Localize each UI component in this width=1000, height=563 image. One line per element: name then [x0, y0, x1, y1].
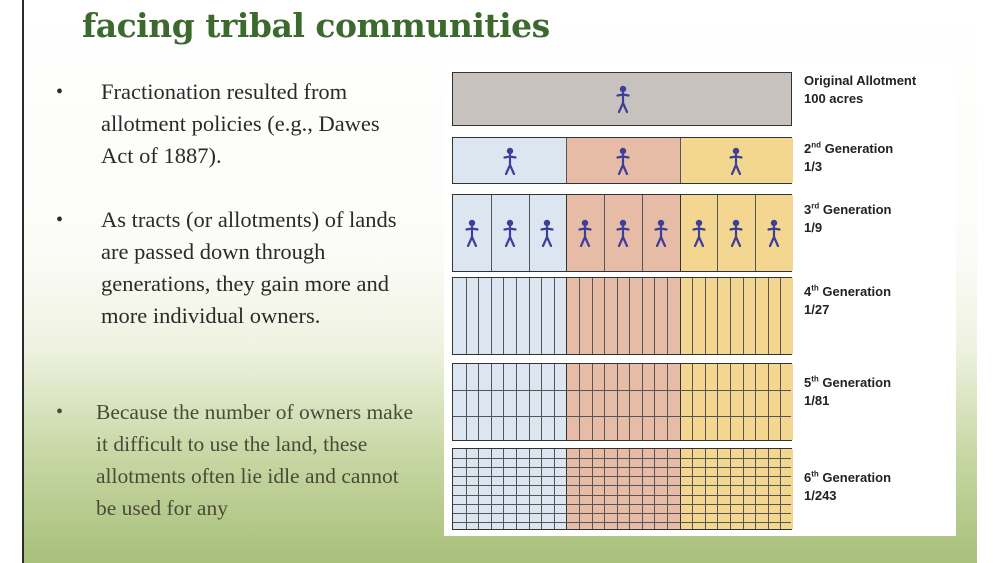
division-line — [453, 522, 791, 523]
division-line — [453, 390, 791, 391]
generation-share: 1/27 — [804, 302, 830, 318]
division-line — [529, 195, 530, 271]
generation-label — [804, 198, 891, 237]
division-line — [667, 278, 668, 354]
division-line — [491, 449, 492, 529]
division-line — [692, 449, 693, 529]
division-line — [453, 458, 791, 459]
bullet-text: Because the number of owners make it difficult to use the land, these allotments often lie idle and cannot be used for any — [96, 400, 414, 520]
division-line — [453, 476, 791, 477]
division-line — [717, 195, 718, 271]
bullet-text: As tracts (or allotments) of lands are passed down through generations, they gain more and more individual owners. — [101, 207, 397, 328]
division-line — [579, 278, 580, 354]
owner-person-icon — [692, 219, 706, 251]
division-line — [453, 485, 791, 486]
owner-person-icon — [767, 219, 781, 251]
division-line — [541, 364, 542, 440]
generation-share: 1/81 — [804, 393, 830, 409]
division-line — [579, 364, 580, 440]
division-line — [755, 449, 756, 529]
division-line — [453, 467, 791, 468]
division-line — [516, 449, 517, 529]
owner-person-icon — [465, 219, 479, 251]
division-line — [730, 278, 731, 354]
allotment-tract — [453, 449, 566, 529]
owner-person-icon — [616, 147, 630, 179]
division-line — [705, 449, 706, 529]
generation-name: Original Allotment — [804, 73, 917, 88]
division-line — [491, 195, 492, 271]
division-line — [579, 449, 580, 529]
division-line — [654, 278, 655, 354]
division-line — [604, 449, 605, 529]
division-line — [680, 364, 681, 440]
division-line — [604, 364, 605, 440]
division-line — [743, 364, 744, 440]
division-line — [743, 449, 744, 529]
allotment-tract — [453, 278, 566, 354]
generation-share: 100 acres — [804, 91, 864, 106]
division-line — [680, 449, 681, 529]
owner-person-icon — [578, 219, 592, 251]
division-line — [730, 364, 731, 440]
division-line — [768, 449, 769, 529]
division-line — [780, 278, 781, 354]
division-line — [642, 364, 643, 440]
division-line — [743, 278, 744, 354]
division-line — [592, 278, 593, 354]
division-line — [780, 364, 781, 440]
generation-row — [452, 448, 792, 530]
division-line — [680, 278, 681, 354]
division-line — [667, 449, 668, 529]
division-line — [730, 449, 731, 529]
division-line — [617, 278, 618, 354]
slide-title: facing tribal communities — [82, 6, 550, 45]
division-line — [541, 449, 542, 529]
division-line — [617, 364, 618, 440]
division-line — [466, 364, 467, 440]
division-line — [705, 364, 706, 440]
owner-person-icon — [540, 219, 554, 251]
owner-person-icon — [654, 219, 668, 251]
division-line — [654, 364, 655, 440]
division-line — [755, 278, 756, 354]
allotment-tract — [680, 449, 793, 529]
generation-share: 1/243 — [804, 488, 837, 504]
generation-row — [452, 194, 792, 272]
division-line — [692, 278, 693, 354]
division-line — [503, 278, 504, 354]
generation-name: 4th Generation — [804, 284, 892, 300]
division-line — [680, 195, 681, 271]
division-line — [642, 195, 643, 271]
owner-person-icon — [616, 219, 630, 251]
owner-person-icon — [729, 147, 743, 179]
division-line — [566, 195, 567, 271]
division-line — [453, 416, 791, 417]
division-line — [478, 449, 479, 529]
division-line — [503, 449, 504, 529]
division-line — [592, 364, 593, 440]
allotment-tract — [680, 278, 793, 354]
division-line — [617, 449, 618, 529]
generation-name: 3rd Generation — [804, 202, 892, 218]
division-line — [554, 278, 555, 354]
generation-name: 6th Generation — [804, 470, 892, 486]
division-line — [491, 364, 492, 440]
division-line — [642, 449, 643, 529]
allotment-tract — [566, 278, 679, 354]
division-line — [680, 138, 681, 183]
generation-row — [452, 72, 792, 126]
division-line — [541, 278, 542, 354]
division-line — [529, 278, 530, 354]
division-line — [629, 364, 630, 440]
owner-person-icon — [503, 147, 517, 179]
division-line — [566, 449, 567, 529]
division-line — [604, 278, 605, 354]
division-line — [604, 195, 605, 271]
generation-share: 1/3 — [804, 159, 823, 175]
division-line — [629, 449, 630, 529]
generation-name: 2nd Generation — [804, 141, 894, 157]
division-line — [717, 364, 718, 440]
division-line — [554, 364, 555, 440]
division-line — [768, 278, 769, 354]
division-line — [453, 513, 791, 514]
bullet-item — [56, 396, 416, 524]
generation-row — [452, 277, 792, 355]
division-line — [478, 364, 479, 440]
division-line — [654, 449, 655, 529]
division-line — [705, 278, 706, 354]
division-line — [466, 449, 467, 529]
division-line — [717, 449, 718, 529]
generation-label — [804, 137, 893, 176]
division-line — [516, 278, 517, 354]
fractionation-diagram — [444, 60, 956, 536]
owner-person-icon — [503, 219, 517, 251]
generation-label — [804, 72, 916, 108]
allotment-tract — [566, 449, 679, 529]
division-line — [642, 278, 643, 354]
generation-share: 1/9 — [804, 220, 823, 236]
generation-row — [452, 137, 792, 184]
owner-person-icon — [616, 85, 630, 117]
division-line — [692, 364, 693, 440]
bullet-text: Fractionation resulted from allotment policies (e.g., Dawes Act of 1887). — [101, 79, 380, 168]
division-line — [592, 449, 593, 529]
bullet-item — [56, 204, 416, 332]
division-line — [503, 364, 504, 440]
division-line — [768, 364, 769, 440]
generation-label — [804, 466, 891, 505]
slide — [22, 0, 977, 563]
division-line — [491, 278, 492, 354]
bullet-item — [56, 76, 416, 172]
division-line — [755, 195, 756, 271]
generation-row — [452, 363, 792, 441]
bullet-marker: • — [56, 209, 64, 231]
allotment-tract — [566, 364, 679, 440]
division-line — [717, 278, 718, 354]
division-line — [529, 449, 530, 529]
allotment-tract — [680, 364, 793, 440]
generation-name: 5th Generation — [804, 375, 892, 391]
bullet-marker: • — [56, 81, 64, 103]
division-line — [780, 449, 781, 529]
division-line — [516, 364, 517, 440]
generation-label — [804, 280, 891, 319]
bullet-marker: • — [56, 401, 64, 423]
division-line — [554, 449, 555, 529]
division-line — [453, 504, 791, 505]
division-line — [478, 278, 479, 354]
division-line — [466, 278, 467, 354]
division-line — [453, 495, 791, 496]
generation-label — [804, 371, 891, 410]
division-line — [566, 138, 567, 183]
division-line — [667, 364, 668, 440]
division-line — [755, 364, 756, 440]
division-line — [566, 364, 567, 440]
division-line — [566, 278, 567, 354]
owner-person-icon — [729, 219, 743, 251]
division-line — [629, 278, 630, 354]
division-line — [529, 364, 530, 440]
allotment-tract — [453, 364, 566, 440]
